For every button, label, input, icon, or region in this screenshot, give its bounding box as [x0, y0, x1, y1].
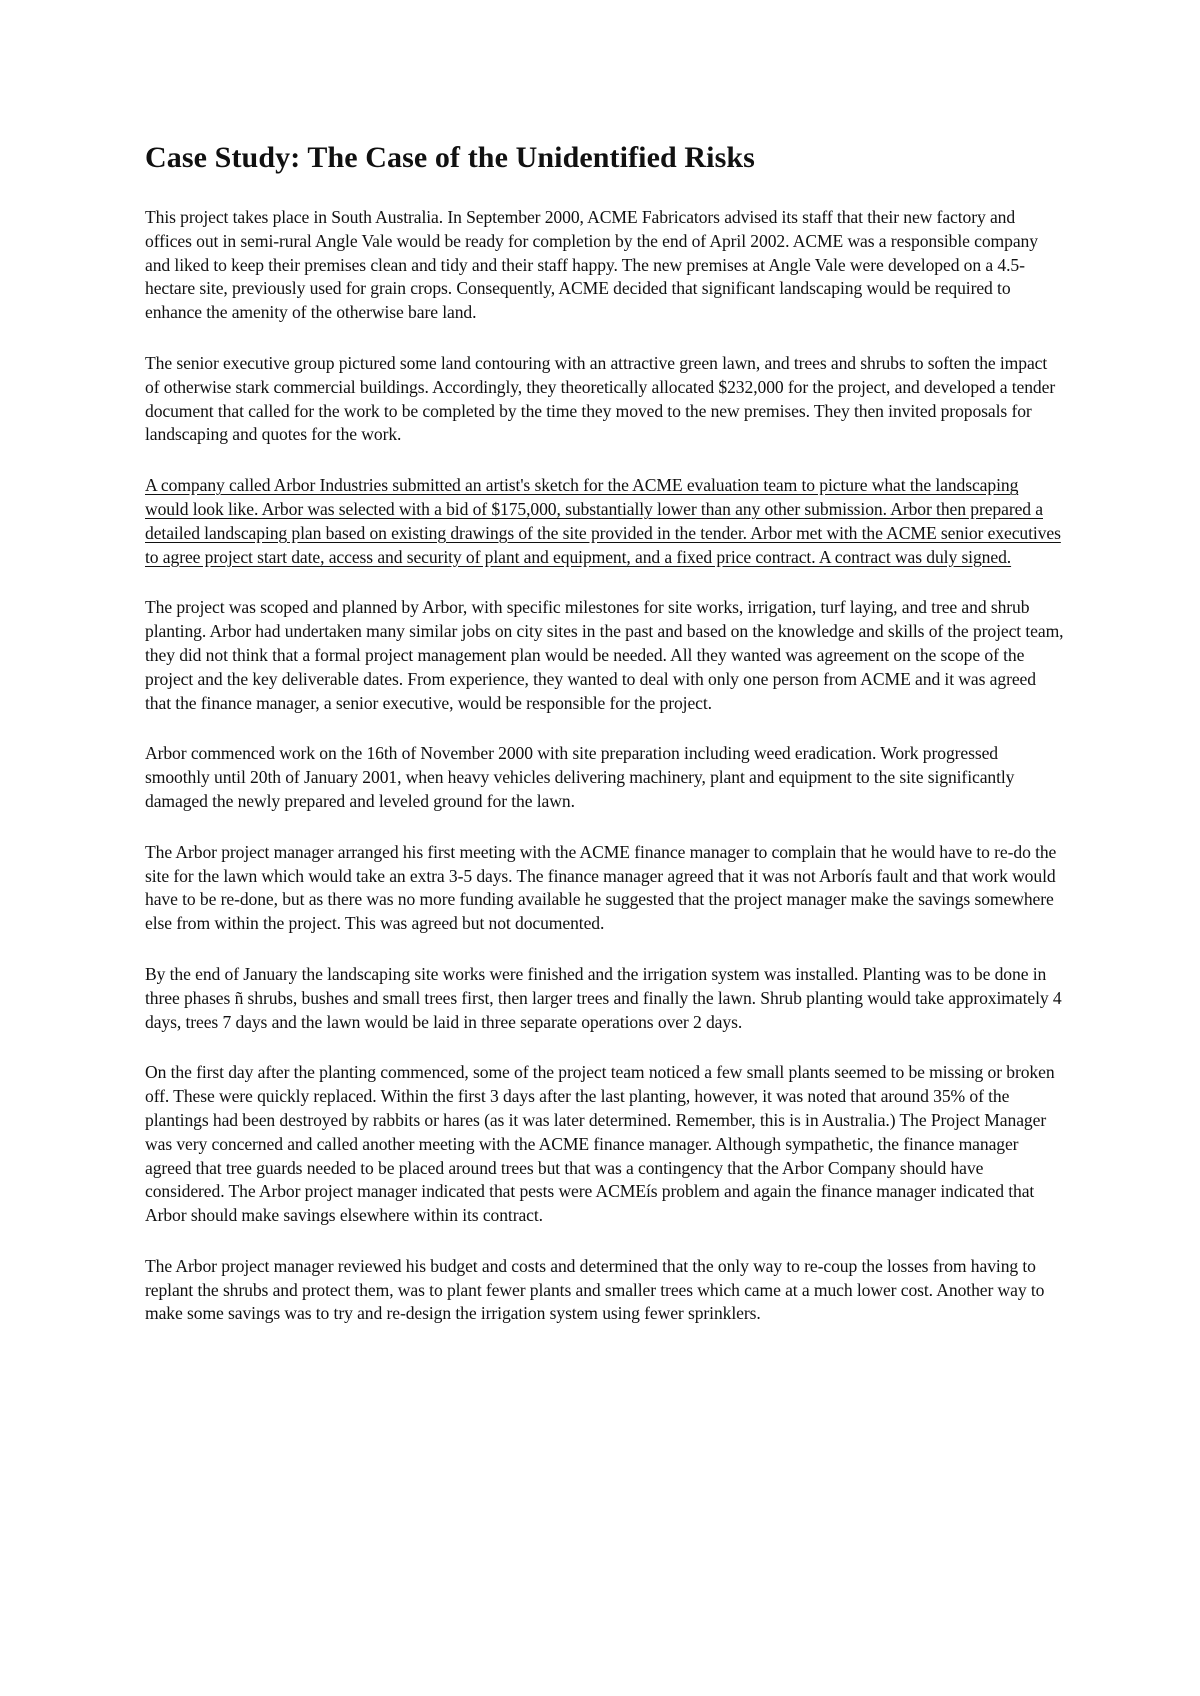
document-title: Case Study: The Case of the Unidentified Risks [145, 141, 755, 174]
paragraph-first-meeting: The Arbor project manager arranged his first meeting with the ACME finance manager to complain that he would have to re-do the site for the lawn which would take an extra 3-5 days. The finance manager agreed that it was not Arborís fault and that work would have to be re-done, but as there was no more funding available he suggested that the project manager make the savings somewhere else from within the project. This was agreed but not documented. [145, 841, 1057, 934]
paragraph-arbor-selection: A company called Arbor Industries submitted an artist's sketch for the ACME evaluation team to picture what the landscaping would look like. Arbor was selected with a bid of $175,000, substantially lower than any other submission. Arbor then prepared a detailed landscaping plan based on existing drawings of the site provided in the tender. Arbor met with the ACME senior executives to agree project start date, access and security of plant and equipment, and a fixed price contract. A contract was duly signed. [145, 475, 1061, 567]
paragraph-intro: This project takes place in South Australia. In September 2000, ACME Fabricators advised its staff that their new factory and offices out in semi-rural Angle Vale would be ready for completion by the end of April 2002. ACME was a responsible company and liked to keep their premises clean and tidy and their staff happy. The new premises at Angle Vale were developed on a 4.5-hectare site, previously used for grain crops. Consequently, ACME decided that significant landscaping would be required to enhance the amenity of the otherwise bare land. [145, 207, 1038, 323]
paragraph-planting-phases: By the end of January the landscaping site works were finished and the irrigation system was installed. Planting was to be done in three phases ñ shrubs, bushes and small trees first, then larger trees and finally the lawn. Shrub planting would take approximately 4 days, trees 7 days and the lawn would be laid in three separate operations over 2 days. [145, 963, 1062, 1032]
paragraph-senior-executive: The senior executive group pictured some land contouring with an attractive green lawn, and trees and shrubs to soften the impact of otherwise stark commercial buildings. Accordingly, they theoretically allocated $232,000 for the project, and developed a tender document that called for the work to be completed by the time they moved to the new premises. They then invited proposals for landscaping and quotes for the work. [145, 352, 1056, 445]
paragraph-pest-damage: On the first day after the planting commenced, some of the project team noticed a few small plants seemed to be missing or broken off. These were quickly replaced. Within the first 3 days after the last planting, however, it was noted that around 35% of the plantings had been destroyed by rabbits or hares (as it was later determined. Remember, this is in Australia.) The Project Manager was very concerned and called another meeting with the ACME finance manager. Although sympathetic, the finance manager agreed that tree guards needed to be placed around trees but that was a contingency that the Arbor Company should have considered. The Arbor project manager indicated that pests were ACMEís problem and again the finance manager indicated that Arbor should make savings elsewhere within its contract. [145, 1062, 1055, 1226]
paragraph-work-commenced: Arbor commenced work on the 16th of November 2000 with site preparation including weed eradication. Work progressed smoothly until 20th of January 2001, when heavy vehicles delivering machinery, plant and equipment to the site significantly damaged the newly prepared and leveled ground for the lawn. [145, 743, 1015, 811]
paragraph-project-scope: The project was scoped and planned by Arbor, with specific milestones for site works, irrigation, turf laying, and tree and shrub planting. Arbor had undertaken many similar jobs on city sites in the past and based on the knowledge and skills of the project team, they did not think that a formal project management plan would be needed. All they wanted was agreement on the scope of the project and the key deliverable dates. From experience, they wanted to deal with only one person from ACME and it was agreed that the finance manager, a senior executive, would be responsible for the project. [145, 597, 1064, 713]
document-page [145, 140, 1065, 1353]
paragraph-budget-review: The Arbor project manager reviewed his budget and costs and determined that the only way to re-coup the losses from having to replant the shrubs and protect them, was to plant fewer plants and smaller trees which came at a much lower cost. Another way to make some savings was to try and re-design the irrigation system using fewer sprinklers. [145, 1255, 1045, 1324]
